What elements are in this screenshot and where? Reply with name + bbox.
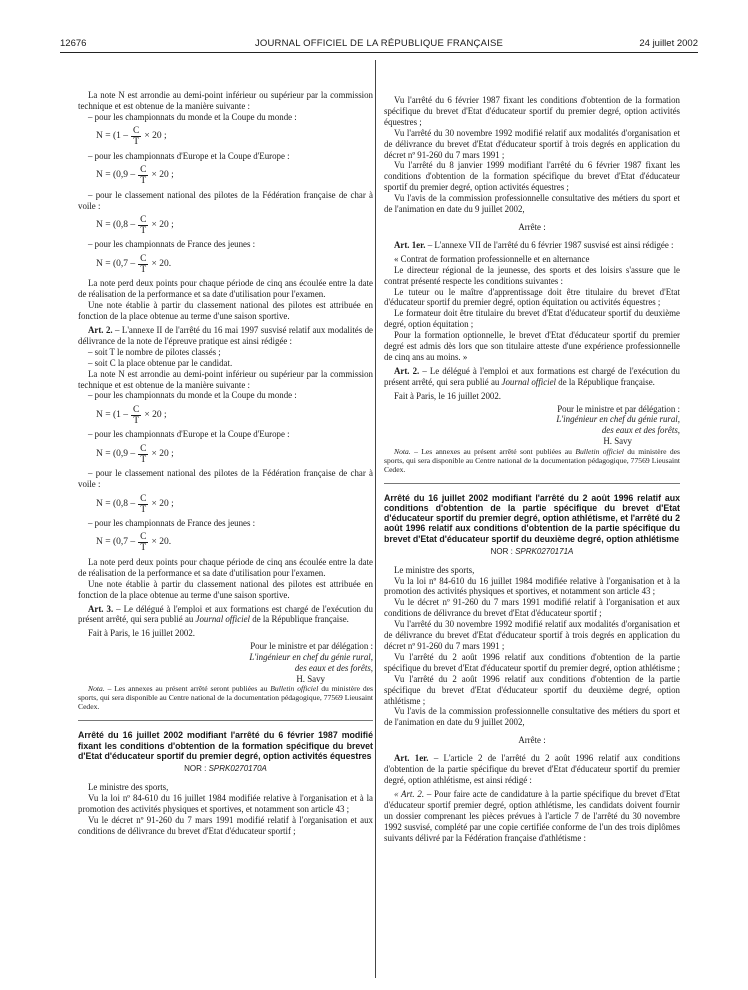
paragraph: La note perd deux points pour chaque période de cinq ans écoulée entre la date de réalisation de la performance et sa date d'utilisation pour l'examen. [78,556,373,578]
signature-line: Pour le ministre et par délégation : [557,403,680,414]
fraction [131,405,141,426]
formula [78,490,373,518]
paragraph: – soit C la place obtenue par le candidat. [88,357,233,368]
paragraph: – soit T le nombre de pilotes classés ; [88,346,221,357]
paragraph: Vu l'arrêté du 2 août 1996 relatif aux conditions d'obtention de la partie spécifique du brevet d'Etat d'éducateur sportif du premier degré, option athlétisme ; [384,651,680,673]
paragraph: Vu l'avis de la commission professionnelle consultative des métiers du sport et de l'animation en date du 9 juillet 2002, [384,193,680,215]
article-text: – L'article 2 de l'arrêté du 2 août 1996 relatif aux conditions d'obtention de la partie spécifique du brevet d'Etat d'éducateur sportif du premier degré, option athlétisme, est ainsi rédigé : [384,753,680,785]
paragraph: « Contrat de formation professionnelle et en alternance [394,253,590,264]
paragraph: – pour les championnats de France des jeunes : [88,518,256,529]
denominator: T [140,543,147,554]
bulletin-reference: Bulletin officiel [575,446,624,456]
article-label: Art. 1er. [394,239,426,250]
fraction [138,494,148,515]
paragraph: Vu l'arrêté du 30 novembre 1992 modifié relatif aux modalités d'organisation et de délivrance du brevet d'Etat d'éducateur sportif à trois degrés en application du décret nº 91-260 du 7 mars 1991 ; [384,619,680,652]
article-2 [78,325,373,347]
formula [78,440,373,468]
signature-line: L'ingénieur en chef du génie rural, [556,414,680,425]
fraction [138,215,148,236]
paragraph: – pour les championnats d'Europe et la Coupe d'Europe : [88,150,290,161]
denominator: T [140,176,147,187]
article-1 [384,240,680,251]
formula-suffix: × 20 ; [144,131,167,142]
formula [78,211,373,239]
denominator: T [140,264,147,275]
paragraph: Une note établie à partir du classement national des pilotes est attribuée en fonction de la place obtenue au terme d'une saison sportive. [78,300,373,322]
paragraph: Vu l'arrêté du 2 août 1996 relatif aux conditions d'obtention de la partie spécifique du brevet d'Etat d'éducateur sportif du deuxième degré, option athlétisme ; [384,673,680,706]
article-text: – Le délégué à l'emploi et aux formations est chargé de l'exécution du présent arrêté, qui sera publié au [384,365,680,387]
paragraph: Vu la loi nº 84-610 du 16 juillet 1984 modifiée relative à l'organisation et à la promotion des activités physiques et sportives, et notamment son article 43 ; [384,575,680,597]
signatory-name: H. Savy [296,673,325,684]
paragraph: Le ministre des sports, [394,564,475,575]
signature-line: L'ingénieur en chef du génie rural, [249,652,373,663]
section-divider [384,483,680,484]
paragraph: Vu l'arrêté du 6 février 1987 fixant les conditions d'obtention de la formation spécifique du brevet d'Etat d'éducateur sportif du premier degré, option activités équestres ; [384,95,680,127]
paragraph: Vu la loi nº 84-610 du 16 juillet 1984 modifiée relative à l'organisation et à la promotion des activités physiques et sportives, et notamment son article 43 ; [78,792,373,814]
arrete-heading: Arrête : [518,735,546,746]
formula [78,123,373,151]
signature-line: Pour le ministre et par délégation : [250,641,373,652]
decree-title: Arrêté du 16 juillet 2002 modifiant l'arrêté du 2 août 1996 relatif aux conditions d'obtention de la partie spécifique du brevet d'Etat d'éducateur sportif du premier degré, option athlétisme, et l'arrêté du 2 août 1996 relatif aux conditions d'obtention de la partie spécifique du brevet d'Etat d'éducateur sportif du deuxième degré, option athlétisme [384,492,681,544]
paragraph: Vu l'arrêté du 30 novembre 1992 modifié relatif aux modalités d'organisation et de délivrance du brevet d'Etat d'éducateur sportif à trois degrés en application du décret nº 91-260 du 7 mars 1991 ; [384,127,680,160]
page-number: 12676 [60,38,87,49]
paragraph: La note N est arrondie au demi-point inférieur ou supérieur par la commission technique et est obtenue de la manière suivante : [78,90,373,111]
denominator: T [140,454,147,465]
paragraph: Vu l'arrêté du 8 janvier 1999 modifiant l'arrêté du 6 février 1987 fixant les conditions d'obtention de la formation spécifique du brevet d'Etat d'éducateur sportif du premier degré, option activités équestres ; [384,160,680,193]
formula-suffix: × 20. [151,537,172,548]
column-divider [375,60,376,978]
formula [78,250,373,278]
article-2 [384,366,680,388]
article-text: – Pour faire acte de candidature à la partie spécifique du brevet d'Etat d'éducateur sportif premier degré, option athlétisme, les candidats doivent fournir un dossier comprenant les pièces prévues à l'article 7 de l'arrêté du 30 novembre 1992 susvisé, complété par une copie certifiée conforme de l'un des trois diplômes suivants délivré par la Fédération française d'athlétisme : [384,788,680,843]
numerator: C [140,532,147,543]
paragraph: – pour les championnats du monde et la Coupe du monde : [88,390,297,401]
left-column [78,90,373,837]
paragraph: Le formateur doit être titulaire du brevet d'Etat d'éducateur sportif du deuxième degré, option équitation ; [384,308,680,330]
paragraph: – pour les championnats du monde et la Coupe du monde : [88,111,297,122]
arrete-heading: Arrête : [518,221,546,232]
formula-suffix: × 20 ; [144,409,167,420]
journal-title: JOURNAL OFFICIEL DE LA RÉPUBLIQUE FRANÇAISE [254,38,504,49]
paragraph: Vu l'avis de la commission professionnelle consultative des métiers du sport et de l'animation en date du 9 juillet 2002, [384,706,680,728]
article-text: – Le délégué à l'emploi et aux formations est chargé de l'exécution du présent arrêté, qui sera publié au [78,603,373,625]
signature-line: des eaux et des forêts, [294,662,373,673]
journal-reference: Journal officiel [501,376,557,387]
nor-reference [78,764,373,775]
article-3 [78,604,373,626]
paragraph: Pour la formation optionnelle, le brevet d'Etat d'éducateur sportif du premier degré est admis dès lors que son titulaire atteste d'une expérience professionnelle de cinq ans au moins. » [384,330,680,362]
nota-text-end: du ministère des sports, qui sera disponible au Centre national de la documentation pédagogique, 77569 Lieusaint Cedex. [78,684,374,712]
nota-text: – Les annexes au présent arrêté sont publiées au [410,446,576,456]
formula-prefix: N = (0,8 – [96,219,136,230]
header-rule [60,52,698,53]
numerator: C [140,493,147,504]
formula [78,162,373,190]
denominator: T [140,225,147,236]
bulletin-reference: Bulletin officiel [270,684,319,694]
article-1 [384,753,680,786]
decree-title: Arrêté du 16 juillet 2002 modifiant l'arrêté du 6 février 1987 modifié fixant les conditions d'obtention de la formation spécifique du brevet d'Etat d'éducateur sportif du premier degré, option activités équestres [78,730,373,761]
paragraph: Une note établie à partir du classement national des pilotes est attribuée en fonction de la place obtenue au terme d'une saison sportive. [78,578,373,600]
fraction [131,126,141,147]
denominator: T [133,137,140,148]
section-divider [78,720,373,721]
paragraph: Le tuteur ou le maître d'apprentissage doit être titulaire du brevet d'Etat d'éducateur sportif du premier degré, option équitation ou activités équestres ; [384,286,680,308]
paragraph: Vu le décret nº 91-260 du 7 mars 1991 modifié relatif à l'organisation et aux conditions de délivrance du brevet d'Etat d'éducateur sportif ; [78,814,373,836]
signature-block [384,404,680,447]
paragraph: – pour le classement national des pilotes de la Fédération française de char à voile : [78,189,373,211]
paragraph: La note perd deux points pour chaque période de cinq ans écoulée entre la date de réalisation de la performance et sa date d'utilisation pour l'examen. [78,278,373,300]
paragraph: – pour le classement national des pilotes de la Fédération française de char à voile : [78,468,373,490]
fraction [138,165,148,186]
formula-prefix: N = (0,9 – [96,448,136,459]
paragraph: La note N est arrondie au demi-point inférieur ou supérieur par la commission technique et est obtenue de la manière suivante : [78,368,373,390]
formula [78,401,373,429]
paragraph: – pour les championnats d'Europe et la Coupe d'Europe : [88,429,290,440]
nota-label: Nota. [88,684,105,694]
nor-code: SPRK0270171A [515,546,574,556]
nota [78,684,373,711]
formula-suffix: × 20. [151,258,172,269]
formula-suffix: × 20 ; [151,170,174,181]
paragraph: Le directeur régional de la jeunesse, des sports et des loisirs s'assure que le contrat présenté respecte les conditions suivantes : [384,264,680,286]
paragraph: Le ministre des sports, [88,781,169,792]
formula-prefix: N = (0,9 – [96,170,136,181]
formula-prefix: N = (0,8 – [96,498,136,509]
paragraph: Vu le décret nº 91-260 du 7 mars 1991 modifié relatif à l'organisation et aux conditions de délivrance du brevet d'Etat d'éducateur sportif ; [384,597,680,619]
nota-text-end: du ministère des sports, qui sera disponible au Centre national de la documentation pédagogique, 77569 Lieusaint Cedex. [384,446,681,474]
article-label: « Art. 2. [394,788,425,799]
formula-suffix: × 20 ; [151,219,174,230]
formula-prefix: N = (0,7 – [96,258,136,269]
formula-suffix: × 20 ; [151,498,174,509]
nor-label: NOR : [184,764,209,774]
numerator: C [140,165,147,176]
numerator: C [133,126,140,137]
article-label: Art. 3. [88,603,114,614]
numerator: C [133,404,140,415]
numerator: C [140,253,147,264]
signatory-name: H. Savy [603,435,632,446]
article-label: Art. 2. [88,324,113,335]
article-label: Art. 1er. [394,753,429,764]
formula-suffix: × 20 ; [151,448,174,459]
page-header [60,38,698,52]
signing-place-date: Fait à Paris, le 16 juillet 2002. [394,390,501,401]
signature-block [78,641,373,684]
numerator: C [140,443,147,454]
issue-date: 24 juillet 2002 [639,38,698,49]
formula-prefix: N = (1 – [96,131,129,142]
fraction [138,444,148,465]
quoted-article-2 [384,789,680,844]
article-text-end: de la République française. [556,376,655,387]
right-column [384,95,680,843]
article-text: – L'annexe VII de l'arrêté du 6 février 1987 susvisé est ainsi rédigée : [425,239,674,250]
denominator: T [140,504,147,515]
numerator: C [140,214,147,225]
fraction [138,532,148,553]
denominator: T [133,415,140,426]
nota [384,447,680,474]
article-text: – L'annexe II de l'arrêté du 16 mai 1997 susvisé relatif aux modalités de délivrance de la note de l'épreuve pratique est ainsi rédigée : [78,324,373,346]
nor-code: SPRK0270170A [208,764,267,774]
formula-prefix: N = (0,7 – [96,537,136,548]
nor-label: NOR : [490,546,516,556]
nor-reference [384,547,680,558]
formula [78,529,373,557]
fraction [138,254,148,275]
nota-label: Nota. [394,446,411,456]
journal-reference: Journal officiel [195,614,251,625]
article-label: Art. 2. [394,365,420,376]
paragraph: – pour les championnats de France des jeunes : [88,239,256,250]
signing-place-date: Fait à Paris, le 16 juillet 2002. [88,628,195,639]
signature-line: des eaux et des forêts, [601,425,680,436]
article-text-end: de la République française. [250,614,349,625]
nota-text: – Les annexes au présent arrêté seront publiées au [104,684,271,694]
formula-prefix: N = (1 – [96,409,129,420]
